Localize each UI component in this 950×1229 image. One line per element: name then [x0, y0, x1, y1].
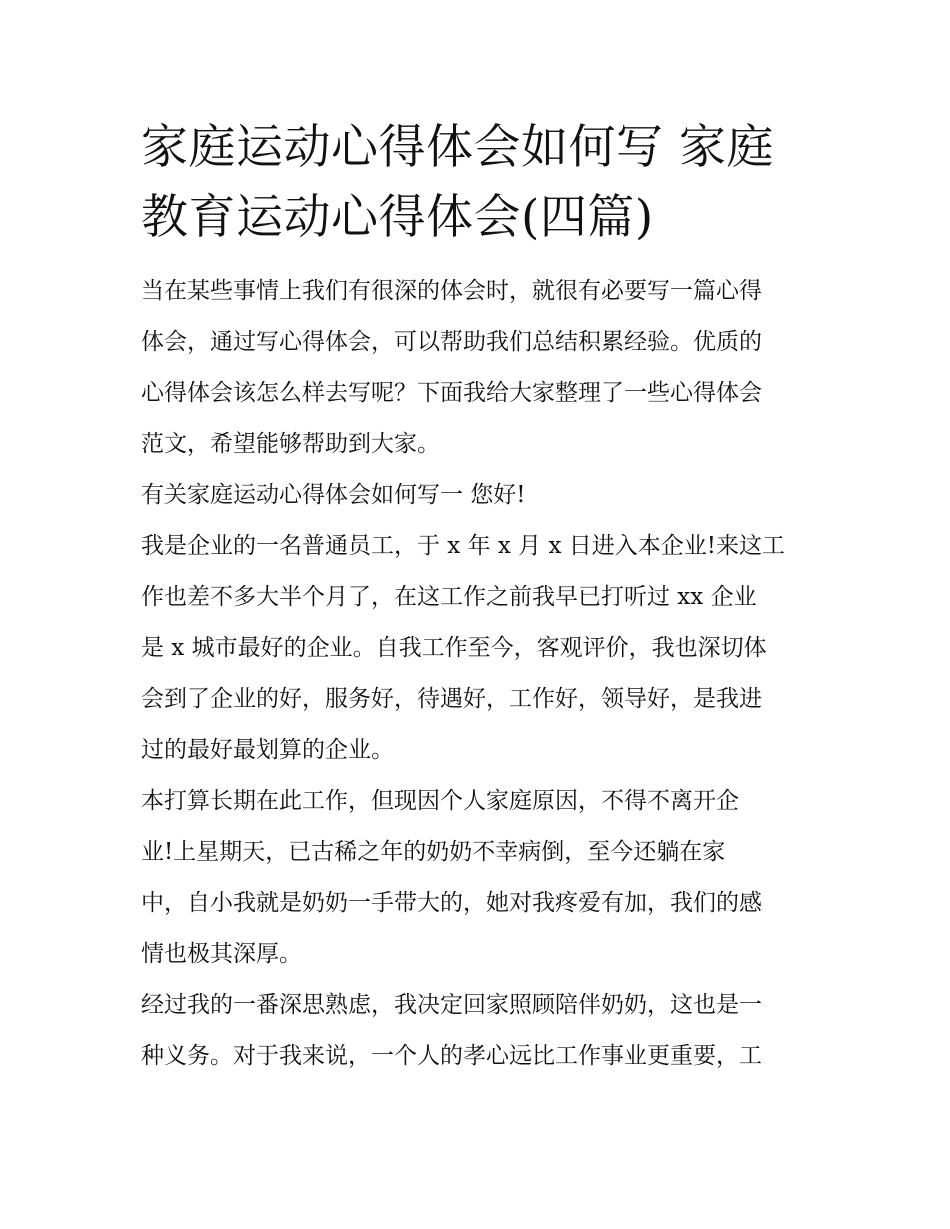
text-line: 是 x 城市最好的企业。自我工作至今，客观评价，我也深切体 — [141, 635, 767, 661]
intro-paragraph — [141, 266, 813, 470]
text-line: 有关家庭运动心得体会如何写一 您好! — [141, 482, 526, 508]
text-line: 作也差不多大半个月了，在这工作之前我早已打听过 xx 企业 — [141, 584, 757, 610]
text-line: 业!上星期天，已古稀之年的奶奶不幸病倒，至今还躺在家 — [141, 839, 726, 865]
text-line: 体会，通过写心得体会，可以帮助我们总结积累经验。优质的 — [141, 329, 762, 355]
text-line: 会到了企业的好，服务好，待遇好，工作好，领导好，是我进 — [141, 686, 762, 712]
text-line: 本打算长期在此工作，但现因个人家庭原因，不得不离开企 — [141, 788, 739, 814]
section-heading-paragraph — [141, 470, 813, 521]
document-content — [141, 113, 813, 1082]
text-line: 我是企业的一名普通员工，于 x 年 x 月 x 日进入本企业!来这工 — [141, 533, 786, 559]
title-line: 家庭运动心得体会如何写 家庭 — [141, 120, 774, 175]
body-paragraph — [141, 776, 813, 980]
text-line: 中，自小我就是奶奶一手带大的，她对我疼爱有加，我们的感 — [141, 890, 762, 916]
text-line: 过的最好最划算的企业。 — [141, 737, 394, 763]
text-line: 经过我的一番深思熟虑，我决定回家照顾陪伴奶奶，这也是一 — [141, 992, 762, 1018]
body-paragraph — [141, 521, 813, 776]
text-line: 种义务。对于我来说，一个人的孝心远比工作事业更重要，工 — [141, 1043, 762, 1069]
text-line: 范文，希望能够帮助到大家。 — [141, 431, 440, 457]
document-title — [141, 113, 813, 253]
body-paragraph — [141, 980, 813, 1082]
text-line: 当在某些事情上我们有很深的体会时，就很有必要写一篇心得 — [141, 278, 762, 304]
text-line: 心得体会该怎么样去写呢？下面我给大家整理了一些心得体会 — [141, 380, 762, 406]
text-line: 情也极其深厚。 — [141, 941, 302, 967]
title-line: 教育运动心得体会(四篇) — [141, 190, 654, 245]
document-body — [141, 266, 813, 1082]
